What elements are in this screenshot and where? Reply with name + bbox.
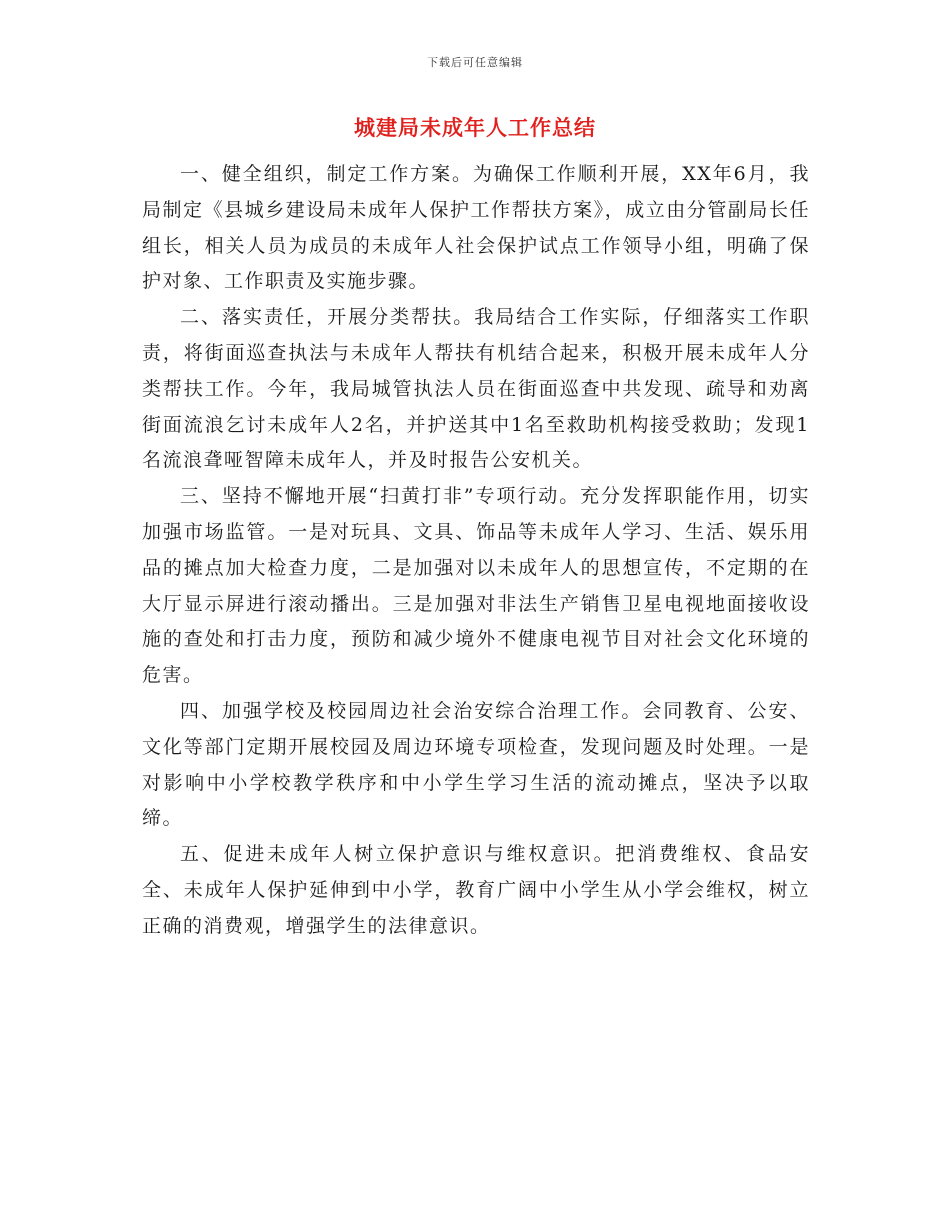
header-note: 下载后可任意编辑 <box>427 56 523 69</box>
paragraph-3: 三、坚持不懈地开展“扫黄打非”专项行动。充分发挥职能作用，切实加强市场监管。一是对玩具、文具、饰品等未成年人学习、生活、娱乐用品的摊点加大检查力度，二是加强对以未成年人的思想宣传，不定期的在大厅显示屏进行滚动播出。三是加强对非法生产销售卫星电视地面接收设施的查处和打击力度，预防和减少境外不健康电视节目对社会文化环境的危害。 <box>142 485 810 687</box>
document-title: 城建局未成年人工作总结 <box>354 116 596 140</box>
document-body <box>142 157 810 945</box>
paragraph-4: 四、加强学校及校园周边社会治安综合治理工作。会同教育、公安、文化等部门定期开展校园及周边环境专项检查，发现问题及时处理。一是对影响中小学校教学秩序和中小学生学习生活的流动摊点，坚决予以取缔。 <box>142 699 810 830</box>
paragraph-5: 五、促进未成年人树立保护意识与维权意识。把消费维权、食品安全、未成年人保护延伸到中小学，教育广阔中小学生从小学会维权，树立正确的消费观，增强学生的法律意识。 <box>142 843 810 937</box>
paragraph-2: 二、落实责任，开展分类帮扶。我局结合工作实际，仔细落实工作职责，将街面巡查执法与未成年人帮扶有机结合起来，积极开展未成年人分类帮扶工作。今年，我局城管执法人员在街面巡查中共发现、疏导和劝离街面流浪乞讨未成年人2名，并护送其中1名至救助机构接受救助；发现1名流浪聋哑智障未成年人，并及时报告公安机关。 <box>142 306 810 472</box>
paragraph-1: 一、健全组织，制定工作方案。为确保工作顺利开展，XX年6月，我局制定《县城乡建设局未成年人保护工作帮扶方案》，成立由分管副局长任组长，相关人员为成员的未成年人社会保护试点工作领导小组，明确了保护对象、工作职责及实施步骤。 <box>142 163 810 293</box>
